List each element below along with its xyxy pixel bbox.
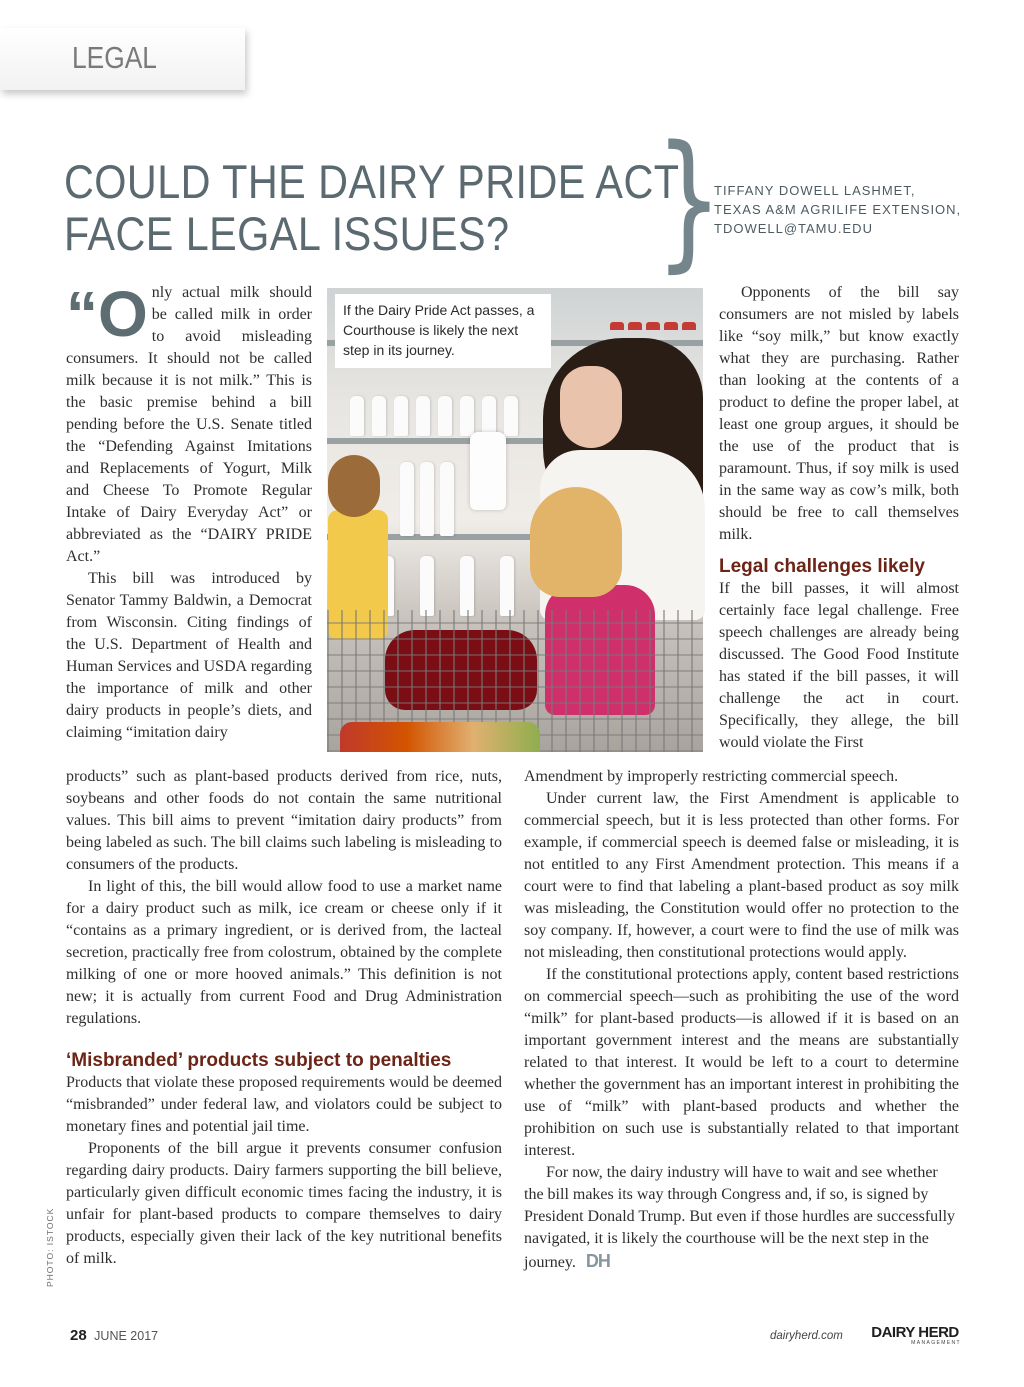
paragraph: Under current law, the First Amendment is applicable to commercial speech, but it is less protected than other forms. For example, if commercial speech is deemed false or misleading, it is not entitled to any First Amendment protection. This means if a court were to find that labeling a plant-based product as soy milk was misleading, the Constitution would offer no protection to the soy company. If, however, a court were to find the use of milk was not misleading, then constitutional protections would apply. [524, 790, 959, 961]
paragraph: Opponents of the bill say consumers are not misled by labels like “soy milk,” but know exactly what they are purchasing. Rather than looking at the contents of a product to define the proper label, at least one group argues, it should be the use of the product that is paramount. Thus, if soy milk is used in the same way as cow’s milk, both should be free to call themselves milk. [719, 284, 959, 543]
milk-bottle [460, 556, 474, 616]
end-mark: DH [585, 1251, 610, 1271]
milk-bottle [420, 462, 434, 536]
milk-bottle [482, 396, 496, 436]
paragraph-closing [524, 1162, 959, 1274]
milk-bottle [372, 396, 386, 436]
paragraph-closing-text: For now, the dairy industry will have to wait and see whether the bill makes its way through Congress and, if so, is signed by President Donald Trump. But even if those hurdles are successfully navigated, it is likely the courthouse will be the next step in the journey. [524, 1164, 956, 1271]
milk-bottle [416, 396, 430, 436]
byline [714, 181, 974, 238]
subhead-misbranded: ‘Misbranded’ products subject to penalties [66, 1050, 452, 1071]
produce [340, 722, 540, 752]
logo-sub: MANAGEMENT [911, 1340, 961, 1346]
paragraph: If the bill passes, it will almost certainly face legal challenge. Free speech challenges are already being discussed. The Good Food Institute has stated if the bill passes, it will challenge the act in court. Specifically, they allege, the bill would violate the First [719, 580, 959, 751]
author-affiliation: TEXAS A&M AGRILIFE EXTENSION, [714, 202, 962, 217]
paragraph: Products that violate these proposed requirements would be deemed “misbranded” under federal law, and violators could be subject to monetary fines and potential jail time. [66, 1074, 502, 1135]
article-column-left-bottom [66, 766, 502, 1270]
bottle-cap [682, 322, 696, 330]
section-tab [0, 28, 245, 90]
byline-brace: } [655, 114, 723, 286]
bottle-cap [664, 322, 678, 330]
paragraph-intro [66, 278, 312, 568]
milk-bottle [438, 396, 452, 436]
article-column-right-top [719, 282, 959, 754]
paragraph: products” such as plant-based products derived from rice, nuts, soybeans and other foods do not contain the same nutritional values. This bill aims to prevent “imitation dairy products” from being labeled as such. The bill claims such labeling is misleading to consumers of the products. [66, 768, 502, 873]
issue-date: JUNE 2017 [94, 1329, 159, 1343]
publication-logo [869, 1325, 961, 1346]
paragraph: This bill was introduced by Senator Tammy Baldwin, a Democrat from Wisconsin. Citing findings of the U.S. Department of Health and Human Services and USDA regarding the importance of milk and other dairy products in people’s diets, and claiming “imitation dairy [66, 570, 312, 741]
bottle-cap [646, 322, 660, 330]
paragraph: Amendment by improperly restricting commercial speech. [524, 768, 899, 785]
author-name: TIFFANY DOWELL LASHMET, [714, 183, 916, 198]
child-figure [328, 455, 380, 517]
article-column-right-bottom [524, 766, 959, 1274]
milk-bottle [500, 556, 514, 616]
article-column-left-top [66, 278, 312, 744]
child-figure [530, 487, 622, 597]
milk-bottle [440, 462, 454, 536]
page-number: 28 [70, 1327, 87, 1344]
paragraph: Proponents of the bill argue it prevents consumer confusion regarding dairy products. Dairy farmers supporting the bill believe, particularly given difficult economic times facing the industry, it is unfair for plant-based products to compare themselves to dairy products, especially given their lack of the key nutritional benefits of milk. [66, 1140, 502, 1267]
bottle-cap [628, 322, 642, 330]
paragraph: In light of this, the bill would allow food to use a market name for a dairy product such as milk, ice cream or cheese only if it “contains as a primary ingredient, or is derived from, the lacteal secretion, practically free from colostrum, obtained by the complete milking of one or more hooved animals.” This definition is not new; it is actually from current Food and Drug Administration regulations. [66, 878, 502, 1027]
paragraph-intro-text: nly actual milk should be called milk in order to avoid misleading consumers. It should not be called milk because it is not milk.” This is the basic premise behind a bill pending before the U.S. Senate titled the “Defending Against Imitations and Replacements of Yogurt, Milk and Cheese To Promote Regular Intake of Dairy Everyday Act” or abbreviated as the “DAIRY PRIDE Act.” [66, 284, 312, 565]
section-label: LEGAL [72, 40, 157, 75]
bottle-cap [610, 322, 624, 330]
milk-bottle [400, 462, 414, 536]
milk-bottle [420, 556, 434, 616]
milk-bottle [460, 396, 474, 436]
logo-main: DAIRY HERD [871, 1324, 959, 1341]
article-headline: COULD THE DAIRY PRIDE ACT FACE LEGAL ISSUES? [64, 155, 679, 260]
milk-bottle [394, 396, 408, 436]
subhead-legal-challenges: Legal challenges likely [719, 556, 925, 577]
photo-caption: If the Dairy Pride Act passes, a Courthouse is likely the next step in its journey. [335, 294, 551, 368]
milk-bottle [504, 396, 518, 436]
footer-url: dairyherd.com [770, 1330, 843, 1342]
milk-jug [470, 432, 506, 510]
drop-cap: “O [66, 278, 148, 350]
woman-figure [560, 366, 622, 448]
photo-credit: PHOTO: ISTOCK [45, 1207, 55, 1287]
milk-bottle [350, 396, 364, 436]
footer-folio [70, 1327, 158, 1344]
author-email: TDOWELL@TAMU.EDU [714, 221, 873, 236]
paragraph: If the constitutional protections apply, content based restrictions on commercial speech—such as prohibiting the use of the word “milk” for plant-based products—is allowed if it is based on an important government interest and the means are substantially related to that interest. It would be left to a court to determine whether the government has an important interest in prohibiting the use of “milk” with plant-based products and whether the prohibition on such use is substantially related to that important interest. [524, 966, 959, 1159]
